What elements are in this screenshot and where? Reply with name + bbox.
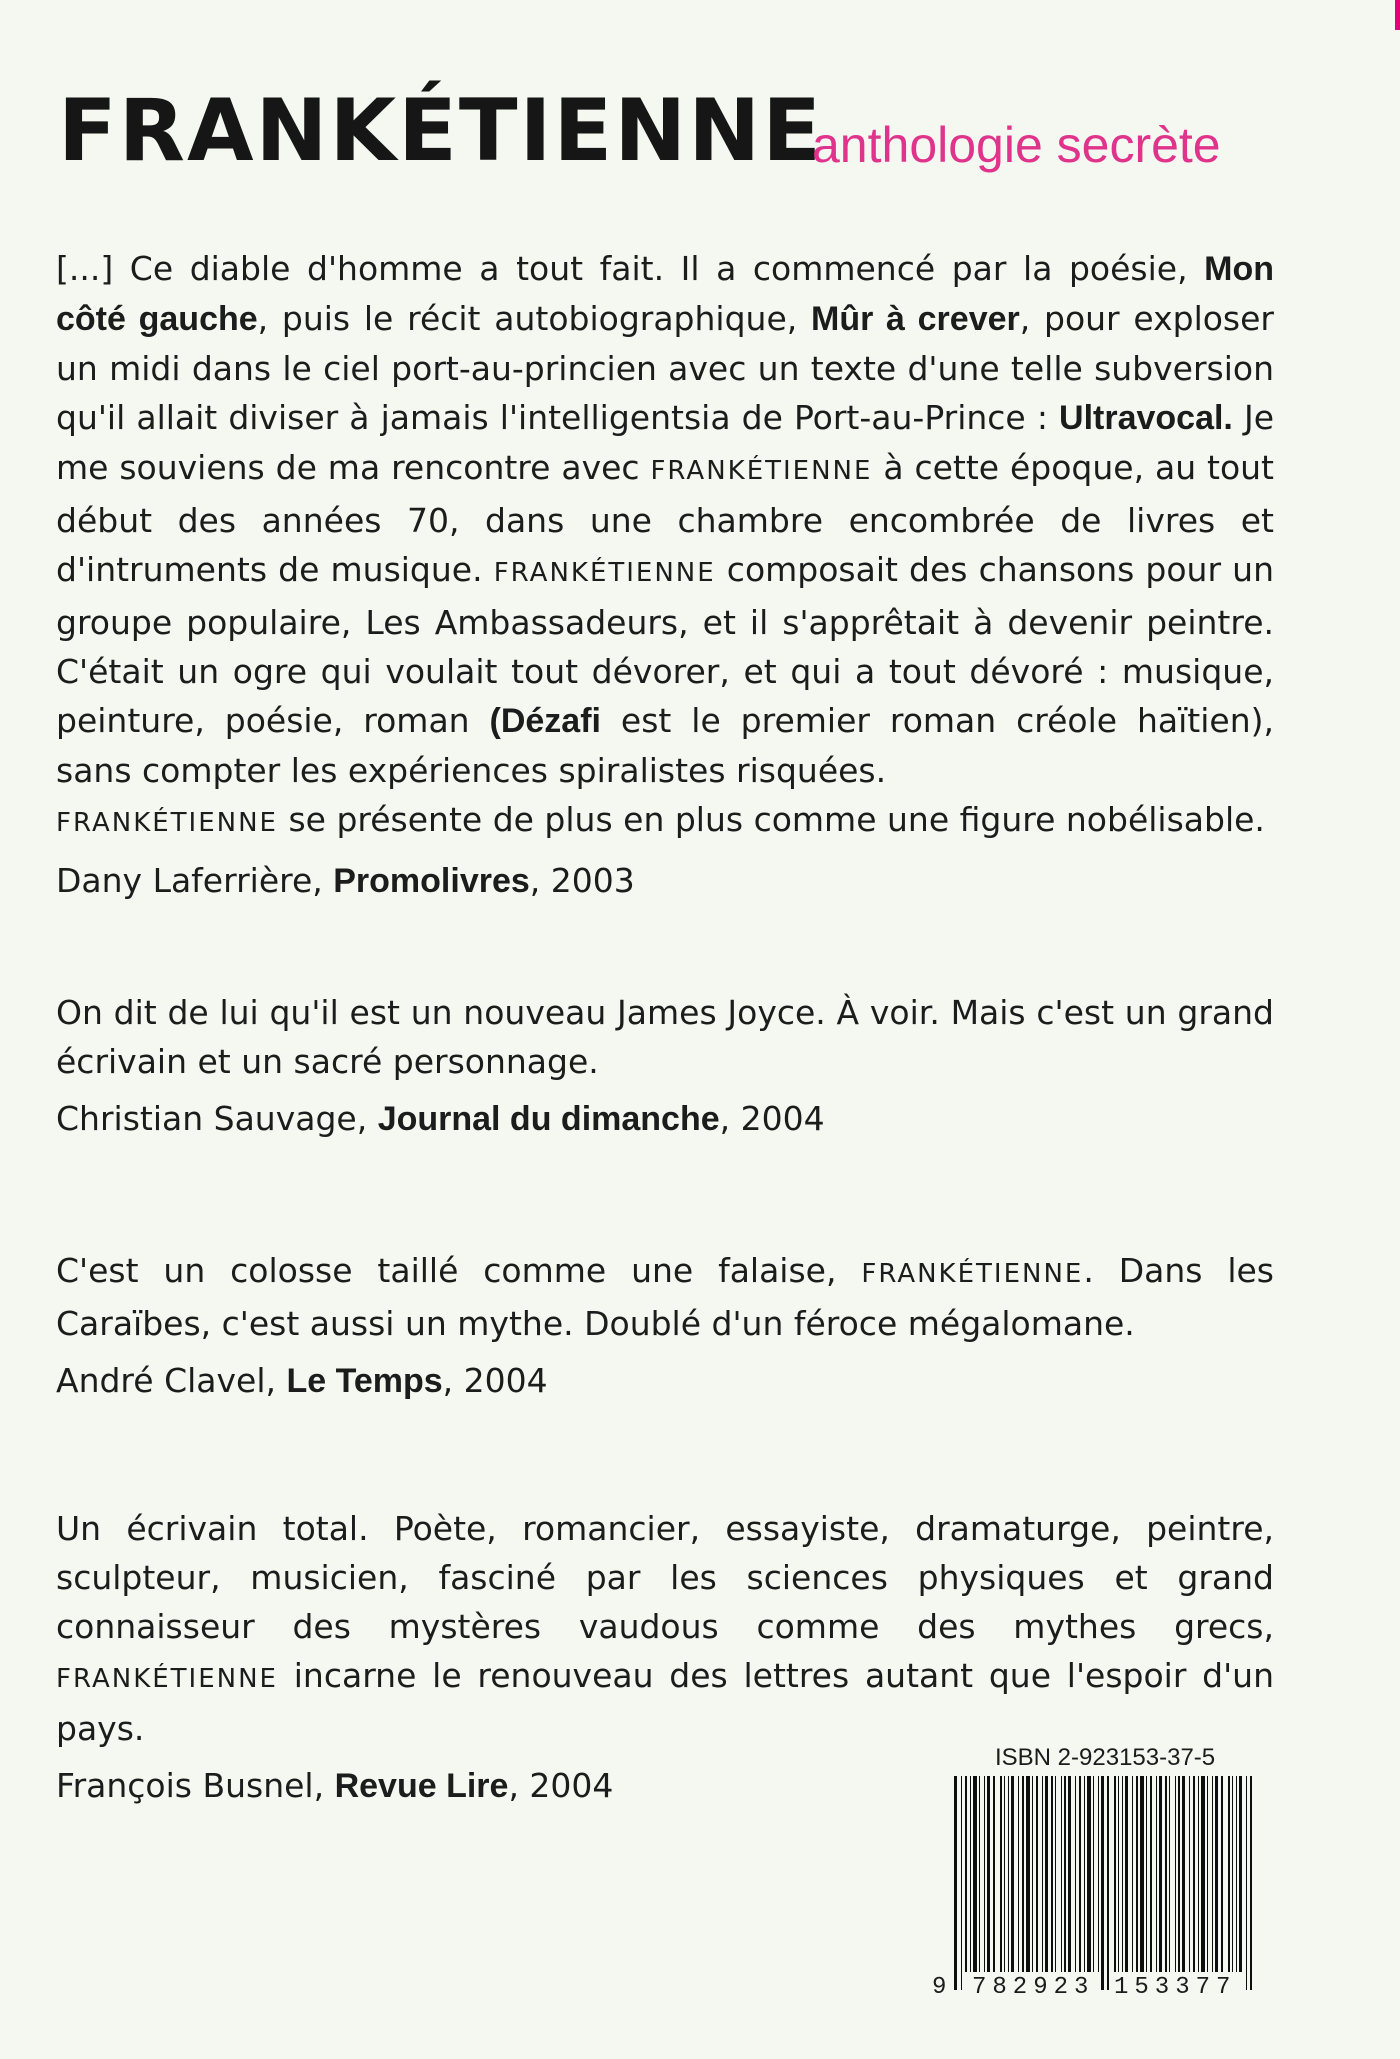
barcode-bar bbox=[1122, 1776, 1123, 1972]
barcode-bar bbox=[970, 1776, 971, 1972]
barcode-bar bbox=[1087, 1776, 1091, 1972]
title-reference: Ultravocal. bbox=[1059, 399, 1233, 437]
barcode-bar bbox=[1075, 1776, 1076, 1972]
barcode-digits bbox=[932, 1974, 1260, 2004]
title-reference: Promolivres bbox=[333, 862, 530, 900]
barcode-bar bbox=[1026, 1776, 1030, 1972]
book-subtitle: anthologie secrète bbox=[812, 117, 1221, 173]
barcode-bar bbox=[1004, 1776, 1005, 1972]
quote-2 bbox=[56, 988, 1274, 1144]
barcode-bar bbox=[961, 1776, 962, 1990]
text-run: , 2004 bbox=[508, 1766, 614, 1805]
text-run: Je me souviens de ma rencontre avec bbox=[56, 398, 1275, 487]
barcode-bar bbox=[1064, 1776, 1066, 1972]
barcode-bar bbox=[965, 1776, 967, 1972]
quote-attribution bbox=[56, 1094, 1274, 1144]
quote-paragraph bbox=[56, 244, 1274, 795]
title-reference: Revue Lire bbox=[334, 1767, 509, 1805]
author-name: FRANKÉTIENNE bbox=[56, 1664, 278, 1694]
author-title: FRANKÉTIENNE bbox=[58, 81, 823, 181]
barcode-bar bbox=[1146, 1776, 1147, 1972]
text-run: C'est un colosse taillé comme une falaise, bbox=[56, 1251, 862, 1290]
barcode-bar bbox=[1055, 1776, 1056, 1972]
barcode-bar bbox=[1232, 1776, 1233, 1972]
barcode-bar bbox=[1140, 1776, 1144, 1972]
title-reference: Le Temps bbox=[286, 1362, 443, 1400]
barcode-bar bbox=[1051, 1776, 1053, 1972]
page-edge-accent bbox=[1395, 0, 1400, 30]
text-run: , 2004 bbox=[719, 1099, 825, 1138]
barcode-bar bbox=[1042, 1776, 1043, 1972]
text-run: On dit de lui qu'il est un nouveau James Joyce. À voir. Mais c'est un grand écrivain et un sacré personnage. bbox=[56, 993, 1274, 1081]
barcode-bar bbox=[1018, 1776, 1019, 1972]
barcode-bar bbox=[1150, 1776, 1152, 1972]
quote-3 bbox=[56, 1246, 1274, 1406]
text-run: André Clavel, bbox=[56, 1361, 287, 1400]
barcode-bar bbox=[1215, 1776, 1218, 1972]
barcode-bar bbox=[1132, 1776, 1133, 1972]
barcode-bar bbox=[1093, 1776, 1094, 1972]
barcode-left-digits: 782923 bbox=[972, 1974, 1095, 2001]
barcode-bar bbox=[1189, 1776, 1190, 1972]
quote-attribution bbox=[56, 856, 1274, 906]
barcode-bar bbox=[1036, 1776, 1038, 1972]
barcode-bar bbox=[1156, 1776, 1157, 1972]
text-run: Christian Sauvage, bbox=[56, 1099, 378, 1138]
barcode-bar bbox=[954, 1776, 957, 1990]
barcode-first-digit: 9 bbox=[932, 1974, 953, 2001]
barcode-bar bbox=[973, 1776, 977, 1972]
quote-paragraph bbox=[56, 1246, 1274, 1348]
text-run: François Busnel, bbox=[56, 1766, 335, 1805]
quote-paragraph bbox=[56, 1504, 1274, 1753]
barcode-bar bbox=[1098, 1776, 1099, 1972]
barcode-right-digits: 153377 bbox=[1114, 1974, 1237, 2001]
barcode-bar bbox=[1228, 1776, 1230, 1972]
text-run: , puis le récit autobiographique, bbox=[257, 299, 811, 338]
barcode-bar bbox=[1008, 1776, 1009, 1972]
barcode-bar bbox=[1000, 1776, 1002, 1972]
text-run: [...] Ce diable d'homme a tout fait. Il a commencé par la poésie, bbox=[56, 249, 1205, 288]
quote-paragraph bbox=[56, 795, 1274, 848]
text-run: se présente de plus en plus comme une figure nobélisable. bbox=[277, 800, 1265, 839]
barcode-bar bbox=[1165, 1776, 1167, 1972]
barcode-bar bbox=[1107, 1776, 1109, 1990]
barcode-bar bbox=[1239, 1776, 1242, 1972]
author-name: FRANKÉTIENNE bbox=[861, 1259, 1084, 1289]
quote-attribution bbox=[56, 1356, 1274, 1406]
text-run: , 2004 bbox=[442, 1361, 548, 1400]
author-name: FRANKÉTIENNE bbox=[650, 456, 873, 486]
author-name: FRANKÉTIENNE bbox=[56, 808, 278, 838]
barcode-bar bbox=[979, 1776, 980, 1972]
text-run: Dany Laferrière, bbox=[56, 861, 334, 900]
barcode-bar bbox=[1182, 1776, 1185, 1972]
barcode-bar bbox=[1101, 1776, 1104, 1990]
barcode-bar bbox=[1045, 1776, 1048, 1972]
isbn-label: ISBN 2-923153-37-5 bbox=[995, 1744, 1216, 1771]
author-name: FRANKÉTIENNE bbox=[493, 558, 716, 588]
quote-paragraph bbox=[56, 988, 1274, 1086]
barcode-bar bbox=[1061, 1776, 1062, 1972]
text-run: Un écrivain total. Poète, romancier, essayiste, dramaturge, peintre, sculpteur, musicien, fasciné par les sciences physiques et grand connaisseur des mystères vaudous comme des mythes grecs, bbox=[56, 1509, 1274, 1646]
barcode-bar bbox=[1011, 1776, 1014, 1972]
barcode-bar bbox=[1125, 1776, 1128, 1972]
barcode-bar bbox=[1068, 1776, 1071, 1972]
barcode-bar bbox=[1175, 1776, 1176, 1972]
barcode-bar bbox=[984, 1776, 985, 1972]
title-reference: Journal du dimanche bbox=[377, 1100, 720, 1138]
text-run: à cette époque, au tout début des années 70, dans une chambre encombrée de livres et d'intruments de musique. bbox=[56, 448, 1274, 589]
barcode-bar bbox=[1193, 1776, 1195, 1972]
barcode-bar bbox=[993, 1776, 995, 1972]
barcode-bar bbox=[1114, 1776, 1116, 1972]
barcode-bar bbox=[1207, 1776, 1208, 1972]
text-run: incarne le renouveau des lettres autant que l'espoir d'un pays. bbox=[56, 1656, 1274, 1748]
text-run: , 2003 bbox=[529, 861, 635, 900]
title-reference: (Dézafi bbox=[489, 702, 601, 740]
barcode-bar bbox=[1246, 1776, 1247, 1990]
barcode-bar bbox=[1178, 1776, 1180, 1972]
barcode-bar bbox=[1221, 1776, 1223, 1972]
barcode-bar bbox=[1236, 1776, 1237, 1972]
barcode-bar bbox=[1169, 1776, 1170, 1972]
title-reference: Mon côté gauche bbox=[56, 250, 1274, 338]
barcode-bar bbox=[1022, 1776, 1024, 1972]
barcode-bar bbox=[1136, 1776, 1138, 1972]
title-reference: Mûr à crever bbox=[811, 300, 1020, 338]
barcode-bar bbox=[1212, 1776, 1213, 1972]
barcode-bar bbox=[1079, 1776, 1081, 1972]
barcode-bar bbox=[1118, 1776, 1119, 1972]
text-run: . Dans les Caraïbes, c'est aussi un mythe. Doublé d'un féroce mégalomane. bbox=[56, 1251, 1275, 1343]
text-run: composait des chansons pour un groupe populaire, Les Ambassadeurs, et il s'apprêtait à devenir peintre. C'était un ogre qui voulait tout dévorer, et qui a tout dévoré : musique, peinture, poésie, roman bbox=[56, 550, 1274, 740]
barcode-bar bbox=[1201, 1776, 1205, 1972]
barcode-bar bbox=[1084, 1776, 1085, 1972]
text-run: est le premier roman créole haïtien), sans compter les expériences spiralistes risquées. bbox=[56, 701, 1274, 790]
barcode-bar bbox=[1159, 1776, 1162, 1972]
barcode-bar bbox=[1250, 1776, 1252, 1990]
quote-1 bbox=[56, 244, 1274, 906]
text-run: , pour exploser un midi dans le ciel port-au-princien avec un texte d'une telle subversion qu'il allait diviser à jamais l'intelligentsia de Port-au-Prince : bbox=[56, 299, 1274, 437]
barcode bbox=[932, 1776, 1260, 2001]
barcode-bar bbox=[1032, 1776, 1033, 1972]
barcode-bar bbox=[987, 1776, 990, 1972]
barcode-bar bbox=[1198, 1776, 1199, 1972]
